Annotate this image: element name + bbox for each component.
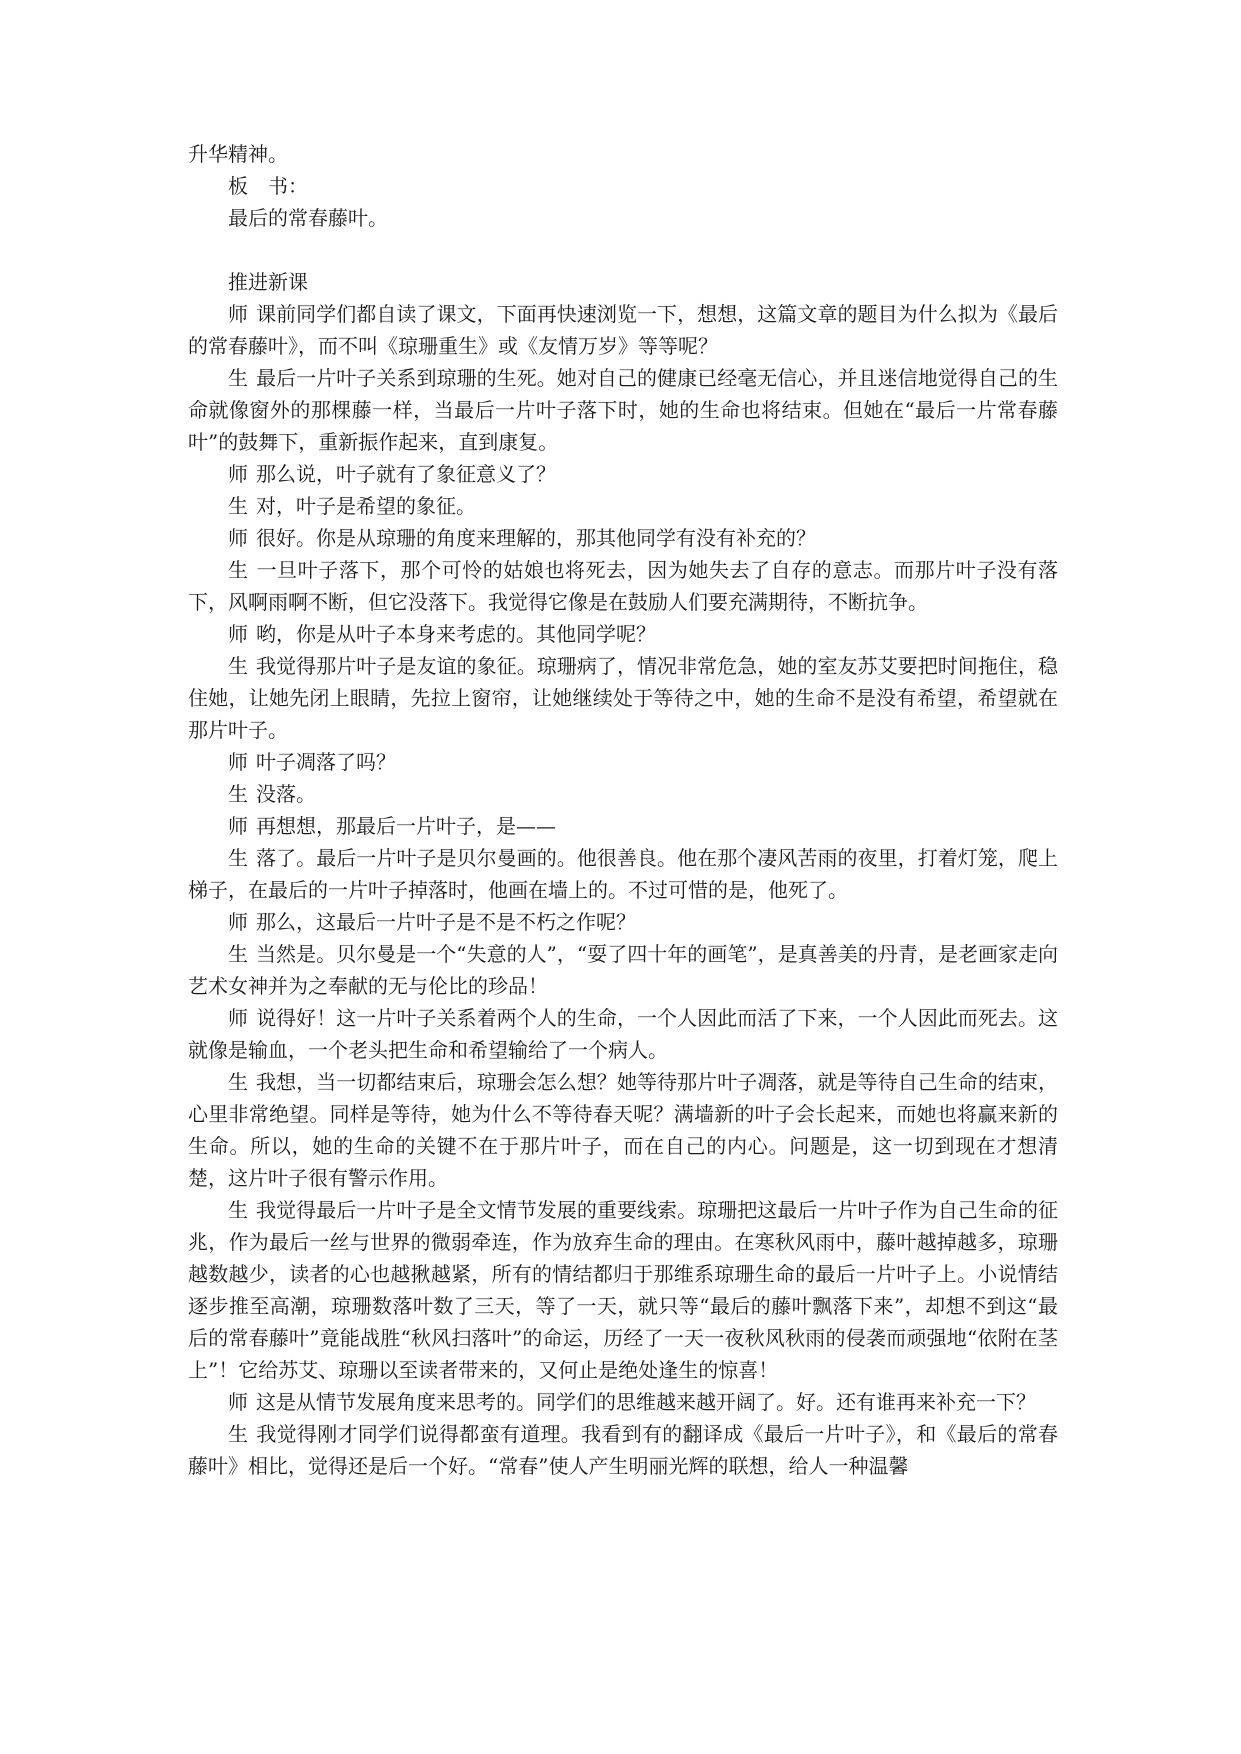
speaker-label: 师 <box>228 1006 249 1030</box>
dialogue-paragraph <box>188 1418 1058 1482</box>
dialogue-paragraph <box>188 298 1058 362</box>
dialogue-paragraph <box>188 746 1058 778</box>
dialogue-paragraph <box>188 554 1058 618</box>
speaker-label: 师 <box>228 302 249 326</box>
speaker-label: 师 <box>228 750 248 774</box>
speech-text: 说得好！这一片叶子关系着两个人的生命，一个人因此而活了下来，一个人因此而死去。这就像是输血，一个老头把生命和希望输给了一个病人。 <box>188 1006 1059 1062</box>
dialogue-paragraph <box>188 362 1058 458</box>
speech-text: 再想想，那最后一片叶子，是—— <box>256 814 556 838</box>
speech-text: 叶子凋落了吗？ <box>256 750 396 774</box>
speaker-label: 师 <box>228 526 248 550</box>
speaker-label: 师 <box>228 462 248 486</box>
speech-text: 很好。你是从琼珊的角度来理解的，那其他同学有没有补充的？ <box>256 526 816 550</box>
dialogue-paragraph <box>188 618 1058 650</box>
dialogue-paragraph <box>188 778 1058 810</box>
dialogue-paragraph <box>188 1002 1058 1066</box>
dialogue-paragraph <box>188 650 1058 746</box>
speech-text: 这是从情节发展角度来思考的。同学们的思维越来越开阔了。好。还有谁再来补充一下？ <box>256 1390 1036 1414</box>
dialogue-paragraph <box>188 522 1058 554</box>
speech-text: 最后一片叶子关系到琼珊的生死。她对自己的健康已经毫无信心，并且迷信地觉得自己的生命就像窗外的那棵藤一样，当最后一片叶子落下时，她的生命也将结束。但她在“最后一片常春藤叶”的鼓舞下，重新振作起来，直到康复。 <box>188 366 1059 454</box>
speaker-label: 生 <box>228 366 249 390</box>
speaker-label: 生 <box>228 942 249 966</box>
speech-text: 我想，当一切都结束后，琼珊会怎么想？她等待那片叶子凋落，就是等待自己生命的结束，心里非常绝望。同样是等待，她为什么不等待春天呢？满墙新的叶子会长起来，而她也将赢来新的生命。所以，她的生命的关键不在于那片叶子，而在自己的内心。问题是，这一切到现在才想清楚，这片叶子很有警示作用。 <box>188 1070 1059 1190</box>
speaker-label: 生 <box>228 1070 249 1094</box>
speaker-label: 生 <box>228 782 248 806</box>
dialogue-paragraph <box>188 458 1058 490</box>
speech-text: 我觉得刚才同学们说得都蛮有道理。我看到有的翻译成《最后一片叶子》，和《最后的常春藤叶》相比，觉得还是后一个好。“常春”使人产生明丽光辉的联想，给人一种温馨 <box>188 1422 1059 1478</box>
dialogue-paragraph <box>188 906 1058 938</box>
speech-text: 我觉得那片叶子是友谊的象征。琼珊病了，情况非常危急，她的室友苏艾要把时间拖住，稳住她，让她先闭上眼睛，先拉上窗帘，让她继续处于等待之中，她的生命不是没有希望，希望就在那片叶子。 <box>188 654 1059 742</box>
document-page <box>188 138 1058 1482</box>
speech-text: 当然是。贝尔曼是一个“失意的人”，“耍了四十年的画笔”，是真善美的丹青，是老画家走向艺术女神并为之奉献的无与伦比的珍品！ <box>188 942 1058 998</box>
dialogue-paragraph <box>188 938 1058 1002</box>
speaker-label: 生 <box>228 1422 249 1446</box>
speech-text: 课前同学们都自读了课文，下面再快速浏览一下，想想，这篇文章的题目为什么拟为《最后的常春藤叶》，而不叫《琼珊重生》或《友情万岁》等等呢？ <box>188 302 1059 358</box>
speaker-label: 师 <box>228 622 248 646</box>
speech-text: 我觉得最后一片叶子是全文情节发展的重要线索。琼珊把这最后一片叶子作为自己生命的征兆，作为最后一丝与世界的微弱牵连，作为放弃生命的理由。在寒秋风雨中，藤叶越掉越多，琼珊越数越少，读者的心也越揪越紧，所有的情结都归于那维系琼珊生命的最后一片叶子上。小说情结逐步推至高潮，琼珊数落叶数了三天，等了一天，就只等“最后的藤叶飘落下来”，却想不到这“最后的常春藤叶”竟能战胜“秋风扫落叶”的命运，历经了一天一夜秋风秋雨的侵袭而顽强地“依附在茎上”！它给苏艾、琼珊以至读者带来的，又何止是绝处逢生的惊喜！ <box>188 1198 1059 1382</box>
speech-text: 一旦叶子落下，那个可怜的姑娘也将死去，因为她失去了自存的意志。而那片叶子没有落下，风啊雨啊不断，但它没落下。我觉得它像是在鼓励人们要充满期待，不断抗争。 <box>188 558 1059 614</box>
dialogue-paragraph <box>188 810 1058 842</box>
dialogue-paragraph <box>188 1066 1058 1194</box>
text-line: 升华精神。 <box>188 142 288 166</box>
blank-line <box>188 234 1058 266</box>
blackboard-label: 板 书： <box>228 174 308 198</box>
speaker-label: 师 <box>228 814 248 838</box>
dialogue-paragraph <box>188 1386 1058 1418</box>
dialogue-paragraph <box>188 842 1058 906</box>
blackboard-content: 最后的常春藤叶。 <box>228 206 388 230</box>
speaker-label: 生 <box>228 846 249 870</box>
speech-text: 那么，这最后一片叶子是不是不朽之作呢？ <box>256 910 636 934</box>
speaker-label: 生 <box>228 654 249 678</box>
speech-text: 对，叶子是希望的象征。 <box>256 494 476 518</box>
speech-text: 哟，你是从叶子本身来考虑的。其他同学呢？ <box>256 622 656 646</box>
speech-text: 落了。最后一片叶子是贝尔曼画的。他很善良。他在那个凄风苦雨的夜里，打着灯笼，爬上梯子，在最后的一片叶子掉落时，他画在墙上的。不过可惜的是，他死了。 <box>188 846 1059 902</box>
speaker-label: 师 <box>228 910 248 934</box>
speaker-label: 生 <box>228 1198 249 1222</box>
dialogue-paragraph <box>188 1194 1058 1386</box>
speaker-label: 生 <box>228 494 248 518</box>
speaker-label: 生 <box>228 558 249 582</box>
dialogue <box>188 298 1058 1482</box>
speech-text: 那么说，叶子就有了象征意义了？ <box>256 462 556 486</box>
speech-text: 没落。 <box>256 782 316 806</box>
dialogue-paragraph <box>188 490 1058 522</box>
speaker-label: 师 <box>228 1390 248 1414</box>
section-heading: 推进新课 <box>228 270 308 294</box>
